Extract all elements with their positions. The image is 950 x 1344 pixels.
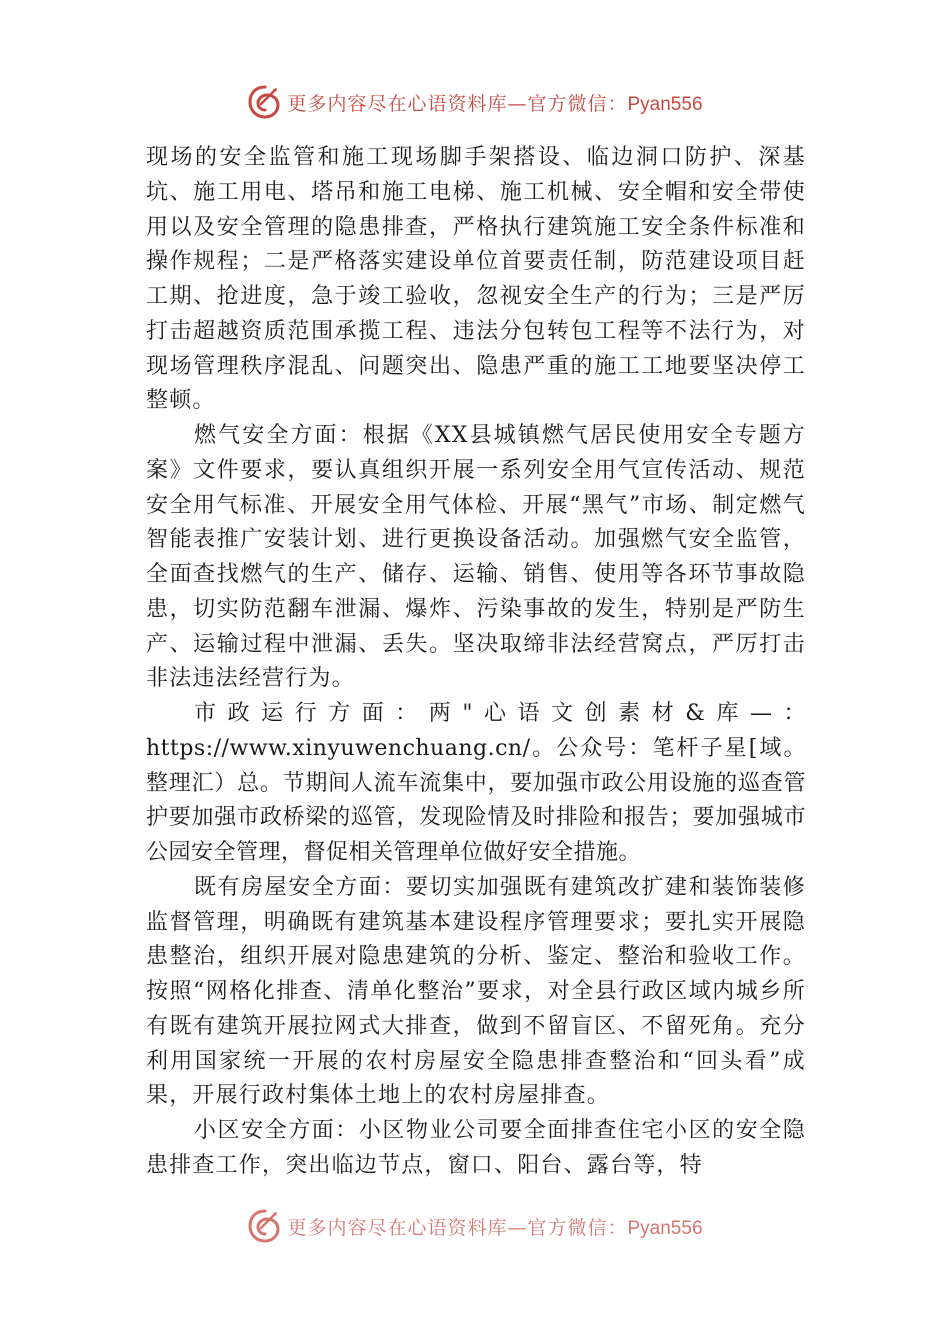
paragraph-construction-safety: 现场的安全监管和施工现场脚手架搭设、临边洞口防护、深基坑、施工用电、塔吊和施工电梯、施工机械、安全帽和安全带使用以及安全管理的隐患排查，严格执行建筑施工安全条件标准和操作规程；二是严格落实建设单位首要责任制，防范建设项目赶工期、抢进度，急于竣工验收，忽视安全生产的行为；三是严厉打击超越资质范围承揽工程、违法分包转包工程等不法行为，对现场管理秩序混乱、问题突出、隐患严重的施工工地要坚决停工整顿。 (146, 145, 806, 414)
header-wechat-id: Pyan556 (627, 93, 703, 115)
footer-banner (0, 1206, 950, 1246)
paragraph-municipal-operation: 市政运行方面：两"心语文创素材&库—：https://www.xinyuwenchuang.cn/。公众号：笔杆子星[域。整理汇）总。节期间人流车流集中，要加强市政公用设施的巡查管护要加强市政桥梁的巡管，发现险情及时排险和报告；要加强城市公园安全管理，督促相关管理单位做好安全措施。 (146, 701, 806, 865)
document-body (146, 141, 806, 1184)
paragraph-gas-safety: 燃气安全方面：根据《XX县城镇燃气居民使用安全专题方案》文件要求，要认真组织开展一系列安全用气宣传活动、规范安全用气标准、开展安全用气体检、开展“黑气”市场、制定燃气智能表推广安装计划、进行更换设备活动。加强燃气安全监管，全面查找燃气的生产、储存、运输、销售、使用等各环节事故隐患，切实防范翻车泄漏、爆炸、污染事故的发生，特别是严防生产、运输过程中泄漏、丢失。坚决取缔非法经营窝点，严厉打击非法违法经营行为。 (146, 423, 806, 692)
paragraph-residential-community: 小区安全方面：小区物业公司要全面排查住宅小区的安全隐患排查工作，突出临边节点，窗口、阳台、露台等，特 (146, 1118, 806, 1178)
footer-banner-text: 更多内容尽在心语资料库—官方微信：Pyan556 (287, 1216, 703, 1239)
footer-wechat-id: Pyan556 (627, 1217, 703, 1239)
header-banner (0, 82, 950, 122)
header-banner-text: 更多内容尽在心语资料库—官方微信：Pyan556 (287, 92, 703, 115)
swirl-logo-icon (247, 84, 283, 120)
paragraph-existing-housing: 既有房屋安全方面：要切实加强既有建筑改扩建和装饰装修监督管理，明确既有建筑基本建设程序管理要求；要扎实开展隐患整治，组织开展对隐患建筑的分析、鉴定、整治和验收工作。 按照“网格化排查、清单化整治”要求，对全县行政区域内城乡所有既有建筑开展拉网式大排查，做到不留盲区、不留死角。充分利用国家统一开展的农村房屋安全隐患排查整治和“回头看”成果，开展行政村集体土地上的农村房屋排查。 (146, 874, 806, 1109)
swirl-logo-icon (247, 1208, 283, 1244)
